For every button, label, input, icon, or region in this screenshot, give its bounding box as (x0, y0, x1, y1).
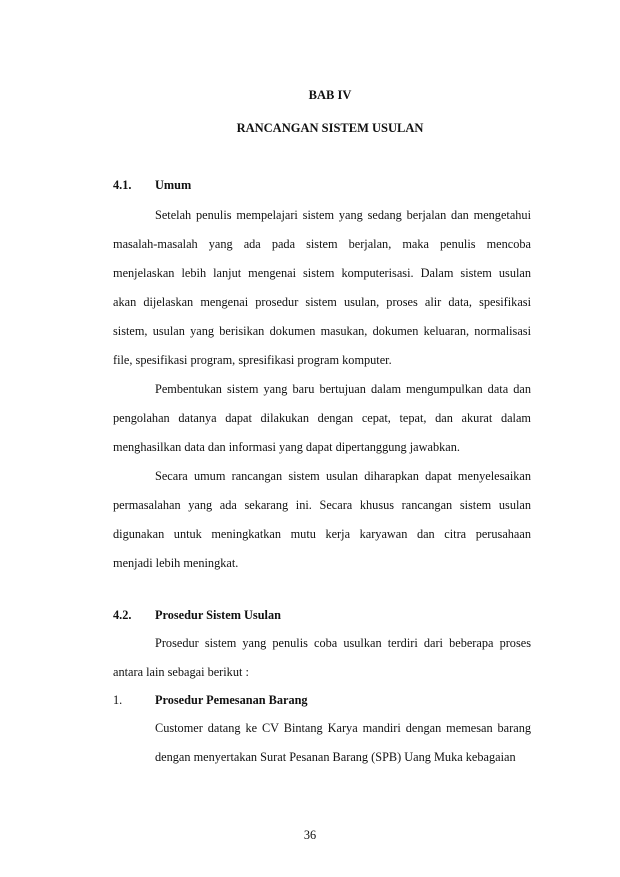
section-title: Prosedur Sistem Usulan (155, 608, 281, 622)
chapter-label: BAB IV (308, 88, 352, 102)
paragraph-line: sistem, usulan yang berisikan dokumen masukan, dokumen keluaran, normalisasi (113, 324, 531, 338)
paragraph-line: file, spesifikasi program, spresifikasi program komputer. (113, 353, 392, 367)
paragraph-line: Secara umum rancangan sistem usulan diharapkan dapat menyelesaikan (155, 469, 531, 483)
paragraph-line: akan dijelaskan mengenai prosedur sistem usulan, proses alir data, spesifikasi (113, 295, 531, 309)
paragraph-line: permasalahan yang ada sekarang ini. Secara khusus rancangan sistem usulan (113, 498, 531, 512)
paragraph-line: Pembentukan sistem yang baru bertujuan dalam mengumpulkan data dan (155, 382, 531, 396)
paragraph-line: antara lain sebagai berikut : (113, 665, 249, 679)
section-title: Umum (155, 178, 192, 192)
paragraph-line: Prosedur sistem yang penulis coba usulkan terdiri dari beberapa proses (155, 636, 531, 650)
paragraph-line: masalah-masalah yang ada pada sistem berjalan, maka penulis mencoba (113, 237, 531, 251)
section-number: 4.1. (113, 178, 132, 192)
list-item-number: 1. (113, 693, 123, 707)
section-number: 4.2. (113, 608, 132, 622)
chapter-title: RANCANGAN SISTEM USULAN (236, 121, 424, 135)
paragraph-line: pengolahan datanya dapat dilakukan dengan cepat, tepat, dan akurat dalam (113, 411, 531, 425)
paragraph-line: menghasilkan data dan informasi yang dapat dipertanggung jawabkan. (113, 440, 460, 454)
paragraph-line: Customer datang ke CV Bintang Karya mandiri dengan memesan barang (155, 721, 531, 735)
paragraph-line: menjelaskan lebih lanjut mengenai sistem komputerisasi. Dalam sistem usulan (113, 266, 531, 280)
list-item-title: Prosedur Pemesanan Barang (155, 693, 308, 707)
paragraph-line: dengan menyertakan Surat Pesanan Barang (SPB) Uang Muka kebagaian (155, 750, 516, 764)
paragraph-line: Setelah penulis mempelajari sistem yang sedang berjalan dan mengetahui (155, 208, 531, 222)
paragraph-line: menjadi lebih meningkat. (113, 556, 239, 570)
page-number: 36 (303, 828, 317, 842)
paragraph-line: digunakan untuk meningkatkan mutu kerja karyawan dan citra perusahaan (113, 527, 531, 541)
